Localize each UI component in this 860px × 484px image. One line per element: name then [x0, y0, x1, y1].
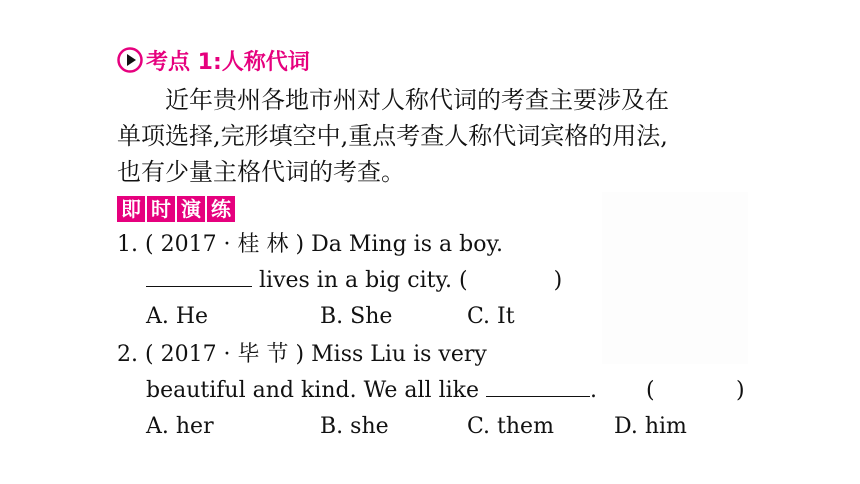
answer-paren-close: )	[553, 268, 563, 293]
question-number: 2.	[117, 342, 138, 367]
section-heading	[117, 43, 310, 77]
question-2-line-2	[146, 376, 597, 406]
section-heading-text: 考点 1:人称代词	[146, 49, 310, 75]
question-stem: lives in a big city. (	[252, 268, 468, 293]
image-placeholder	[602, 192, 748, 364]
option-b: B. she	[320, 414, 389, 439]
question-stem-end: .	[590, 378, 598, 403]
paragraph-line-1: 近年贵州各地市州对人称代词的考查主要涉及在	[165, 86, 669, 114]
play-circle-icon	[117, 47, 143, 73]
answer-paren-open: (	[646, 378, 655, 403]
question-source: ( 2017 · 桂 林 )	[145, 232, 305, 257]
option-c: C. them	[467, 414, 554, 439]
option-b: B. She	[320, 304, 393, 329]
option-d: D. him	[614, 414, 687, 439]
answer-blank[interactable]	[486, 376, 590, 397]
option-c: C. It	[467, 304, 515, 329]
question-number: 1.	[117, 232, 138, 257]
question-1-line-2	[146, 266, 562, 296]
badge-char: 演	[177, 196, 205, 222]
paragraph-line-3: 也有少量主格代词的考查。	[117, 158, 405, 186]
badge-char: 时	[147, 196, 175, 222]
paragraph-line-2: 单项选择,完形填空中,重点考查人称代词宾格的用法,	[117, 122, 668, 150]
option-a: A. her	[146, 414, 214, 439]
answer-blank[interactable]	[146, 266, 252, 287]
question-source: ( 2017 · 毕 节 )	[145, 342, 305, 367]
badge-char: 练	[207, 196, 235, 222]
question-1-line-1	[117, 230, 503, 260]
badge-char: 即	[117, 196, 145, 222]
option-a: A. He	[146, 304, 209, 329]
question-2-line-1	[117, 340, 487, 370]
question-stem: Miss Liu is very	[311, 342, 487, 367]
answer-paren-close: )	[736, 378, 745, 403]
practice-badge	[117, 196, 235, 222]
question-stem: Da Ming is a boy.	[311, 232, 503, 257]
question-stem: beautiful and kind. We all like	[146, 378, 487, 403]
